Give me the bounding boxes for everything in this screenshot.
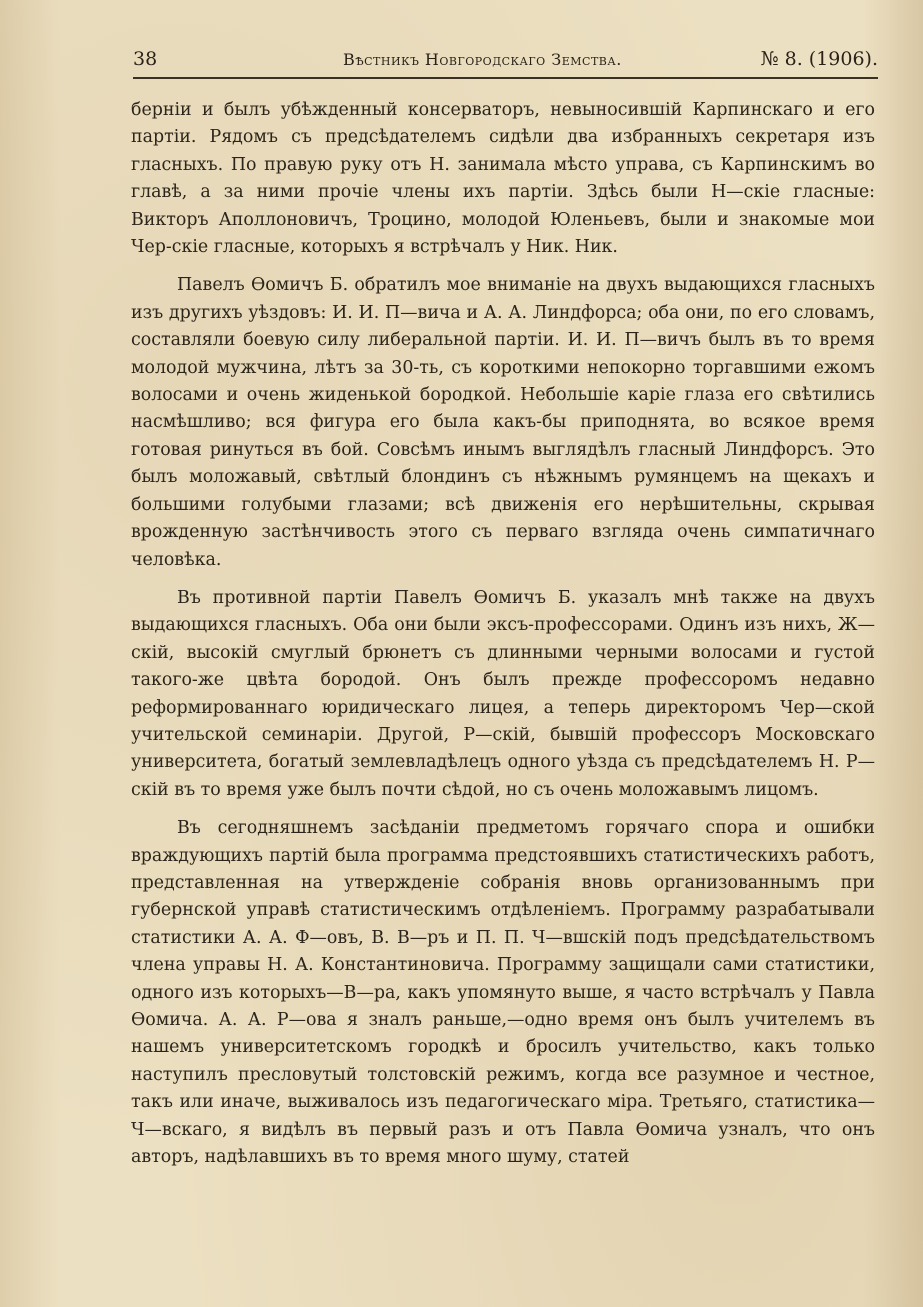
issue-number: № 8. (1906).	[760, 48, 878, 70]
page-number: 38	[133, 48, 158, 70]
header-rule	[133, 77, 878, 79]
journal-title: Вѣстникъ Новгородскаго Земства.	[343, 50, 622, 69]
body-text	[131, 97, 875, 1182]
paragraph: берніи и былъ убѣжденный консерваторъ, невыносившій Карпинскаго и его партіи. Рядомъ съ предсѣдателемъ сидѣли два избранныхъ секретаря изъ гласныхъ. По правую руку отъ Н. занимала мѣсто управа, съ Карпинскимъ во главѣ, а за ними прочіе члены ихъ партіи. Здѣсь были Н—скіе гласные: Викторъ Аполлоновичъ, Троцино, молодой Юленьевъ, были и знакомые мои Чер-скіе гласные, которыхъ я встрѣчалъ у Ник. Ник.	[131, 100, 875, 258]
paragraph: Павелъ Ѳомичъ Б. обратилъ мое вниманіе на двухъ выдающихся гласныхъ изъ другихъ уѣздовъ: И. И. П—вича и А. А. Линдфорса; оба они, по его словамъ, составляли боевую силу либеральной партіи. И. И. П—вичъ былъ въ то время молодой мужчина, лѣтъ за 30-ть, съ короткими непокорно торгавшими ежомъ волосами и очень жиденькой бородкой. Небольшіе каріе глаза его свѣтились насмѣшливо; вся фигура его была какъ-бы приподнята, во всякое время готовая ринуться въ бой. Совсѣмъ инымъ выглядѣлъ гласный Линдфорсъ. Это былъ моложавый, свѣтлый блондинъ съ нѣжнымъ румянцемъ на щекахъ и большими голубыми глазами; всѣ движенія его нерѣшительны, скрывая врожденную застѣнчивость этого съ перваго взгляда очень симпатичнаго человѣка.	[131, 275, 875, 570]
paragraph: Въ сегодняшнемъ засѣданіи предметомъ горячаго спора и ошибки враждующихъ партій была программа предстоявшихъ статистическихъ работъ, представленная на утвержденіе собранія вновь организованнымъ при губернской управѣ статистическимъ отдѣленіемъ. Программу разрабатывали статистики А. А. Ф—овъ, В. В—ръ и П. П. Ч—вшскій подъ предсѣдательствомъ члена управы Н. А. Константиновича. Программу защищали сами статистики, одного изъ которыхъ—В—ра, какъ упомянуто выше, я часто встрѣчалъ у Павла Ѳомича. А. А. Р—ова я зналъ раньше,—одно время онъ былъ учителемъ въ нашемъ университетскомъ городкѣ и бросилъ учительство, какъ только наступилъ пресловутый толстовскій режимъ, когда все разумное и честное, такъ или иначе, выживалось изъ педагогическаго міра. Третьяго, статистика—Ч—вскаго, я видѣлъ въ первый разъ и отъ Павла Ѳомича узналъ, что онъ авторъ, надѣлавшихъ въ то время много шуму, статей	[131, 818, 875, 1168]
paragraph: Въ противной партіи Павелъ Ѳомичъ Б. указалъ мнѣ также на двухъ выдающихся гласныхъ. Оба они были эксъ-профессорами. Одинъ изъ нихъ, Ж—скій, высокій смуглый брюнетъ съ длинными черными волосами и густой такого-же цвѣта бородой. Онъ былъ прежде профессоромъ недавно реформированнаго юридическаго лицея, а теперь директоромъ Чер—ской учительской семинаріи. Другой, Р—скій, бывшій профессоръ Московскаго университета, богатый землевладѣлецъ одного уѣзда съ предсѣдателемъ Н. Р—скій въ то время уже былъ почти сѣдой, но съ очень моложавымъ лицомъ.	[131, 587, 875, 800]
running-header	[133, 44, 878, 78]
